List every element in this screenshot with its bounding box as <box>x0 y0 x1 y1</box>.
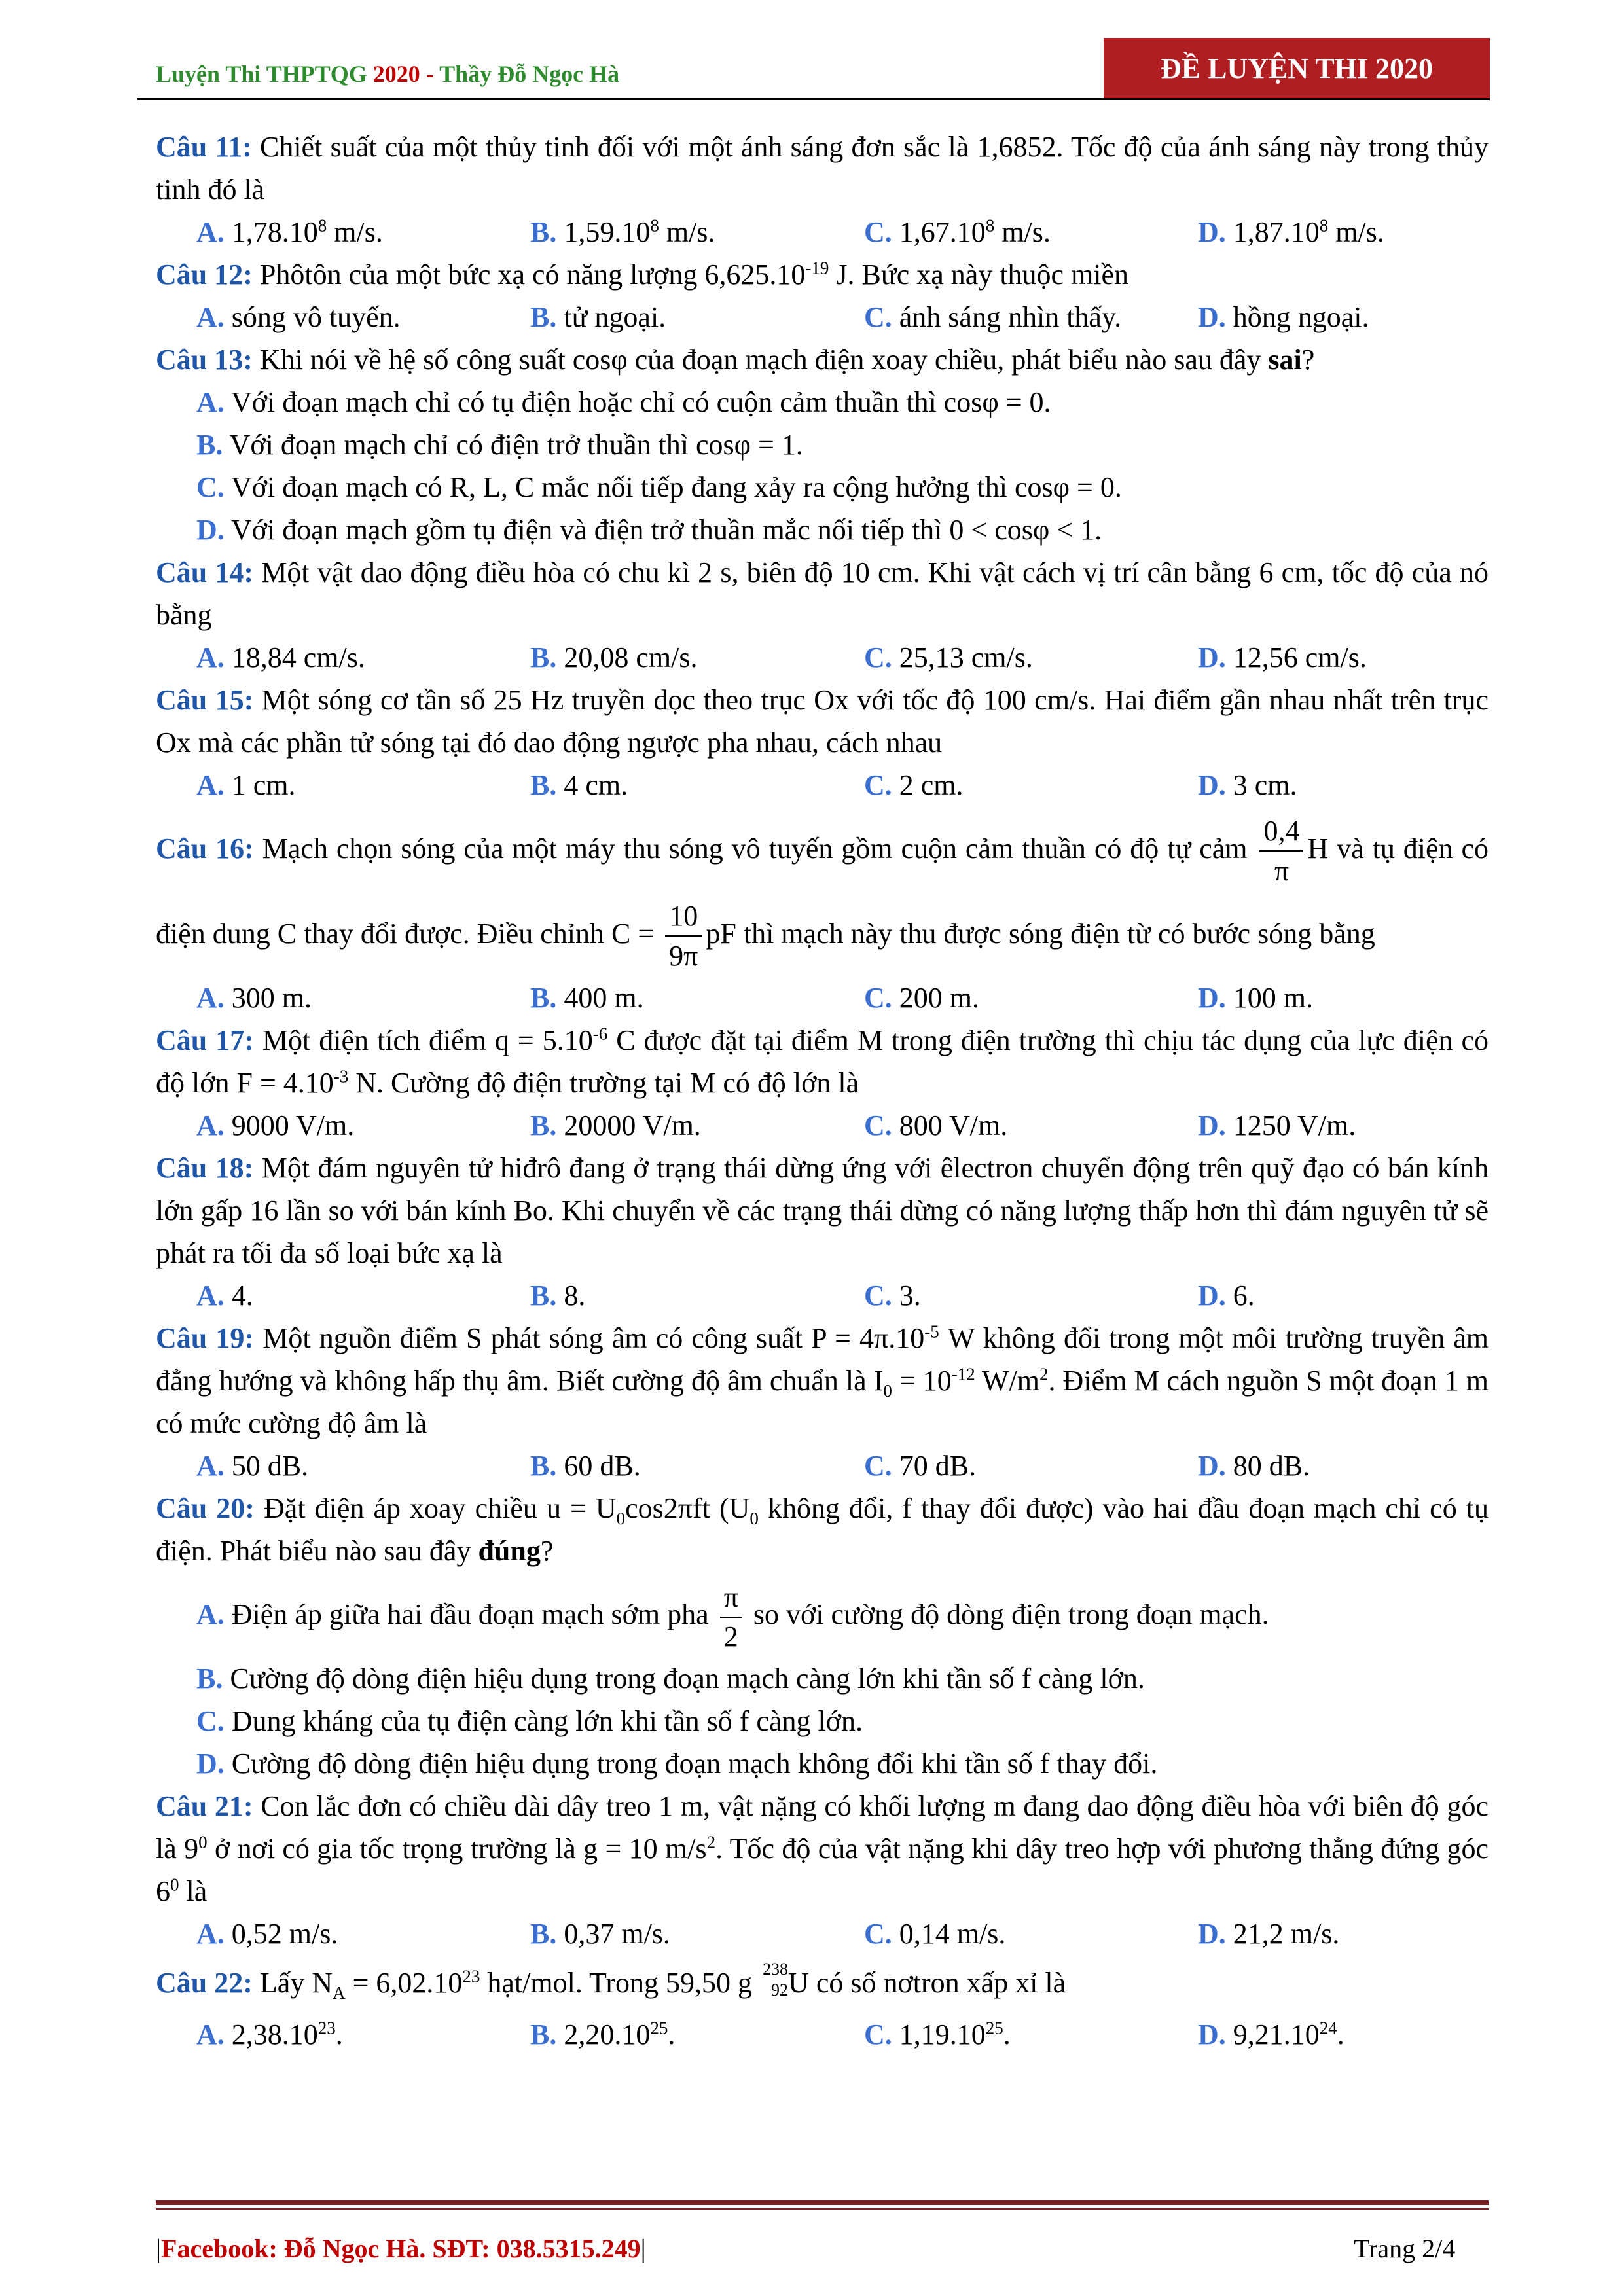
option-b: B. 20,08 cm/s. <box>530 641 698 673</box>
option-c: C. 3. <box>864 1280 921 1312</box>
option-d: D. Cường độ dòng điện hiệu dụng trong đoạn mạch không đổi khi tần số f thay đổi. <box>196 1748 1158 1780</box>
option-d: D. hồng ngoại. <box>1198 301 1369 333</box>
question-12: Câu 12: Phôtôn của một bức xạ có năng lượng $6,625.10^{-19}$ J. Bức xạ này thuộc miền <box>156 258 1129 291</box>
header-teacher: Thầy Đỗ Ngọc Hà <box>439 61 620 87</box>
option-c: C. Với đoạn mạch có R, L, C mắc nối tiếp đang xảy ra cộng hưởng thì cosφ = 0. <box>196 471 1122 503</box>
options-18 <box>156 1274 1489 1317</box>
option-b: B. Với đoạn mạch chỉ có điện trở thuần thì cosφ = 1. <box>196 429 803 461</box>
option-b: B. 0,37 m/s. <box>530 1918 670 1950</box>
question-13: Câu 13: Khi nói về hệ số công suất cosφ của đoạn mạch điện xoay chiều, phát biểu nào sau đây sai? <box>156 344 1315 376</box>
inductance-fraction: $\frac{0,4}{\pi}$ <box>1259 812 1303 890</box>
option-c: C. 1,19.10$^{25}$. <box>864 2018 1011 2051</box>
option-a: A. 9000 V/m. <box>196 1109 355 1141</box>
option-a: A. 4. <box>196 1280 253 1312</box>
option-b: B. 60 dB. <box>530 1450 641 1482</box>
option-d: D. 100 m. <box>1198 982 1314 1014</box>
option-a: A. 300 m. <box>196 982 312 1014</box>
page-number: Trang 2/4 <box>1354 2234 1456 2263</box>
option-c: C. 200 m. <box>864 982 980 1014</box>
option-c: C. 2 cm. <box>864 769 964 801</box>
question-19: Câu 19: Một nguồn điểm S phát sóng âm có công suất $P = 4\pi.10^{-5}$ W không đổi trong một môi trường truyền âm đẳng hướng và không hấp thụ âm. Biết cường độ âm chuẩn là $I_0 = 10^{-12}$ $W/m^2$. Điểm M cách nguồn S một đoạn 1 m có mức cường độ âm là <box>156 1321 1489 1439</box>
option-c: C. 70 dB. <box>864 1450 977 1482</box>
option-d: D. 9,21.10$^{24}$. <box>1198 2018 1344 2051</box>
option-b: B. 400 m. <box>530 982 644 1014</box>
option-c: C. 1,67.10$^8$ m/s. <box>864 215 1051 248</box>
option-d: D. Với đoạn mạch gồm tụ điện và điện trở thuần mắc nối tiếp thì 0 < cosφ < 1. <box>196 514 1102 546</box>
option-b: B. Cường độ dòng điện hiệu dụng trong đoạn mạch càng lớn khi tần số f càng lớn. <box>196 1662 1145 1695</box>
question-17: Câu 17: Một điện tích điểm $q = 5.10^{-6}$ C được đặt tại điểm M trong điện trường thì chịu tác dụng của lực điện có độ lớn $F = 4.10^{-3}$ N. Cường độ điện trường tại M có độ lớn là <box>156 1024 1489 1099</box>
question-16: Câu 16: Mạch chọn sóng của một máy thu sóng vô tuyến gồm cuộn cảm thuần có độ tự cảm $\frac{0,4}{\pi}$ H và tụ điện có điện dung C thay đổi được. Điều chỉnh C = $\frac{10}{9\pi}$ pF thì mạch này thu được sóng điện từ có bước sóng bằng <box>156 806 1489 977</box>
option-b: B. 2,20.10$^{25}$. <box>530 2018 676 2051</box>
option-b: B. 1,59.10$^8$ m/s. <box>530 215 715 248</box>
option-b: B. 4 cm. <box>530 769 628 801</box>
option-a: A. sóng vô tuyến. <box>196 301 401 333</box>
options-17 <box>156 1104 1489 1147</box>
option-c: C. 800 V/m. <box>864 1109 1008 1141</box>
question-18: Câu 18: Một đám nguyên tử hiđrô đang ở trạng thái dừng ứng với êlectron chuyển động trên quỹ đạo có bán kính lớn gấp 16 lần so với bán kính Bo. Khi chuyển về các trạng thái dừng có năng lượng thấp hơn thì đám nguyên tử sẽ phát ra tối đa số loại bức xạ là <box>156 1152 1489 1269</box>
option-d: D. 80 dB. <box>1198 1450 1310 1482</box>
header-badge: ĐỀ LUYỆN THI 2020 <box>1104 38 1490 98</box>
option-d: D. 1,87.10$^8$ m/s. <box>1198 215 1384 248</box>
header-divider <box>137 98 1490 100</box>
options-14 <box>156 636 1489 679</box>
option-a: A. 2,38.10$^{23}$. <box>196 2018 343 2051</box>
option-d: D. 1250 V/m. <box>1198 1109 1356 1141</box>
question-14: Câu 14: Một vật dao động điều hòa có chu kì 2 s, biên độ 10 cm. Khi vật cách vị trí cân bằng 6 cm, tốc độ của nó bằng <box>156 556 1489 631</box>
option-c: C. ánh sáng nhìn thấy. <box>864 301 1122 333</box>
footer-contact: |Facebook: Đỗ Ngọc Hà. SĐT: 038.5315.249| <box>156 2234 646 2263</box>
options-22 <box>156 2013 1489 2056</box>
question-22: Câu 22: Lấy $N_A = 6,02.10^{23}$ hạt/mol. Trong 59,50 g 238 92 U có số nơtron xấp xỉ là <box>156 1960 1066 2003</box>
phase-fraction: $\frac{\pi}{2}$ <box>720 1579 742 1656</box>
option-a: A. 18,84 cm/s. <box>196 641 365 673</box>
capacitance-fraction: $\frac{10}{9\pi}$ <box>665 897 702 975</box>
option-d: D. 6. <box>1198 1280 1255 1312</box>
question-11: Câu 11: Chiết suất của một thủy tinh đối với một ánh sáng đơn sắc là 1,6852. Tốc độ của ánh sáng này trong thủy tinh đó là <box>156 131 1489 206</box>
options-19 <box>156 1444 1489 1487</box>
option-d: D. 3 cm. <box>1198 769 1297 801</box>
uranium-nuclide: 238 92 <box>763 1960 789 2000</box>
option-a: A. 50 dB. <box>196 1450 309 1482</box>
option-c: C. 25,13 cm/s. <box>864 641 1033 673</box>
options-16 <box>156 977 1489 1019</box>
options-11 <box>156 211 1489 253</box>
option-b: B. tử ngoại. <box>530 301 666 333</box>
option-a: A. Với đoạn mạch chỉ có tụ điện hoặc chỉ có cuộn cảm thuần thì cosφ = 0. <box>196 386 1051 418</box>
option-c: C. 0,14 m/s. <box>864 1918 1006 1950</box>
option-b: B. 8. <box>530 1280 586 1312</box>
question-20: Câu 20: Đặt điện áp xoay chiều $u = U_0\cos 2\pi ft$ ($U_0$ không đổi, f thay đổi được) vào hai đầu đoạn mạch chỉ có tụ điện. Phát biểu nào sau đây đúng? <box>156 1492 1489 1567</box>
option-a: A. Điện áp giữa hai đầu đoạn mạch sớm pha $\frac{\pi}{2}$ so với cường độ dòng điện trong đoạn mạch. <box>156 1572 1489 1657</box>
option-a: A. 1,78.10$^8$ m/s. <box>196 215 383 248</box>
questions-content <box>156 126 1489 2056</box>
option-d: D. 12,56 cm/s. <box>1198 641 1367 673</box>
options-21 <box>156 1912 1489 1955</box>
options-15 <box>156 764 1489 806</box>
options-12 <box>156 296 1489 338</box>
footer-divider <box>156 2200 1489 2205</box>
header-year: 2020 <box>372 61 420 87</box>
header-title: Luyện Thi THPTQG 2020 - Thầy Đỗ Ngọc Hà <box>156 61 620 87</box>
option-d: D. 21,2 m/s. <box>1198 1918 1340 1950</box>
option-a: A. 0,52 m/s. <box>196 1918 338 1950</box>
option-a: A. 1 cm. <box>196 769 296 801</box>
option-b: B. 20000 V/m. <box>530 1109 701 1141</box>
question-21: Câu 21: Con lắc đơn có chiều dài dây treo 1 m, vật nặng có khối lượng m đang dao động điều hòa với biên độ góc là $9^0$ ở nơi có gia tốc trọng trường là g = 10 $m/s^2$. Tốc độ của vật nặng khi dây treo hợp với phương thẳng đứng góc $6^0$ là <box>156 1790 1489 1907</box>
footer-divider-thin <box>156 2208 1489 2210</box>
option-c: C. Dung kháng của tụ điện càng lớn khi tần số f càng lớn. <box>196 1705 863 1737</box>
question-15: Câu 15: Một sóng cơ tần số 25 Hz truyền dọc theo trục Ox với tốc độ 100 cm/s. Hai điểm gần nhau nhất trên trục Ox mà các phần tử sóng tại đó dao động ngược pha nhau, cách nhau <box>156 684 1489 759</box>
